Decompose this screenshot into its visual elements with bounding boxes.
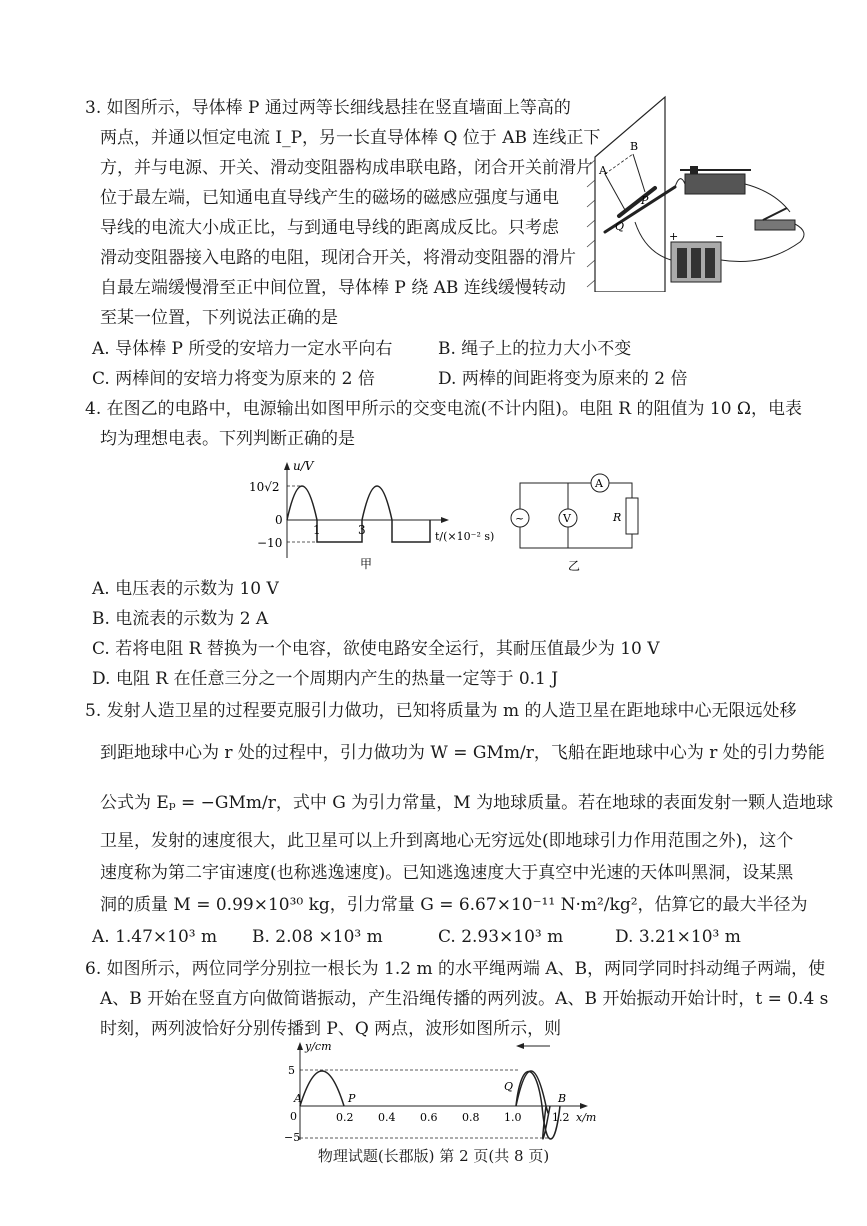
q3-figure (575, 92, 815, 292)
resistor-icon (626, 498, 638, 534)
resistor-label: R (613, 511, 622, 524)
q5-line-4: 卫星，发射的速度很大，此卫星可以上升到离地心无穷远处(即地球引力作用范围之外)，这个 (100, 831, 794, 851)
x-tick-0.6: 0.6 (420, 1111, 438, 1124)
q5-line-1: 5. 发射人造卫星的过程要克服引力做功，已知将质量为 m 的人造卫星在距地球中心无限远处移 (85, 701, 797, 721)
page-footer: 物理试题(长郡版) 第 2 页(共 8 页) (317, 1147, 550, 1165)
thread-a (605, 174, 625, 210)
x-axis-label: x/m (576, 1111, 597, 1124)
q3-line-2: 两点，并通以恒定电流 I_P，另一长直导体棒 Q 位于 AB 连线正下 (100, 128, 601, 148)
q6-wave-graph (280, 1040, 610, 1145)
x-tick-1: 1 (313, 523, 321, 537)
y-axis-label: y/cm (305, 1040, 332, 1053)
switch-icon (755, 220, 795, 230)
x-tick-1.0: 1.0 (504, 1111, 522, 1124)
label-b: B (630, 140, 639, 153)
yneg5-label: −5 (284, 1131, 301, 1144)
q3-option-d: D. 两棒的间距将变为原来的 2 倍 (438, 369, 688, 389)
q3-line-7: 自最左端缓慢滑至正中间位置，导体棒 P 绕 AB 连线缓慢转动 (100, 278, 566, 298)
q3-line-4: 位于最左端，已知通电直导线产生的磁场的磁感应强度与通电 (100, 188, 559, 208)
q4-option-d: D. 电阻 R 在任意三分之一个周期内产生的热量一定等于 0.1 J (92, 669, 559, 689)
q5-option-a: A. 1.47×10³ m (92, 927, 218, 947)
u-axis-label: u/V (293, 459, 314, 473)
x-tick-0.4: 0.4 (378, 1111, 396, 1124)
neg-step-2 (392, 520, 430, 542)
pulse-1 (287, 486, 317, 520)
q5-line-2: 到距地球中心为 r 处的过程中，引力做功为 W = GMm/r，飞船在距地球中心为 r 处的引力势能 (100, 743, 825, 763)
y-zero-label: 0 (275, 513, 283, 527)
rheostat-icon (685, 174, 745, 194)
ammeter-label: A (595, 477, 603, 490)
x-tick-0.2: 0.2 (336, 1111, 354, 1124)
q4-circuit-yi (505, 468, 645, 578)
label-minus: − (715, 230, 725, 243)
point-a-label: A (294, 1092, 302, 1105)
wall-shape (595, 97, 665, 292)
q3-line-6: 滑动变阻器接入电路的电阻，现闭合开关，将滑动变阻器的滑片 (100, 248, 576, 268)
q5-line-6: 洞的质量 M = 0.99×10³⁰ kg，引力常量 G = 6.67×10⁻¹¹ N·m²/kg²，估算它的最大半径为 (100, 895, 808, 915)
q5-line-3: 公式为 Eₚ = −GMm/r，式中 G 为引力常量，M 为地球质量。若在地球的表面发射一颗人造地球 (100, 793, 834, 813)
point-q-label: Q (504, 1080, 514, 1093)
source-symbol: ~ (515, 512, 525, 525)
label-p: P (641, 194, 649, 207)
q3-option-b: B. 绳子上的拉力大小不变 (438, 339, 632, 359)
q3-line-1: 3. 如图所示，导体棒 P 通过两等长细线悬挂在竖直墙面上等高的 (85, 98, 571, 118)
thread-b (633, 154, 645, 192)
q3-line-8: 至某一位置，下列说法正确的是 (100, 308, 338, 328)
x-tick-1.2: 1.2 (552, 1111, 570, 1124)
q5-line-5: 速度称为第二宇宙速度(也称逃逸速度)。已知逃逸速度大于真空中光速的天体叫黑洞，设某黑 (100, 863, 794, 883)
y-bottom-label: −10 (257, 536, 283, 550)
q6-line-2: A、B 开始在竖直方向做简谐振动，产生沿绳传播的两列波。A、B 开始振动开始计时，t = 0.4 s (100, 989, 829, 1009)
q6-line-1: 6. 如图所示，两位同学分别拉一根长为 1.2 m 的水平绳两端 A、B，两同学同时抖动绳子两端，使 (85, 959, 826, 979)
wave-a (300, 1071, 344, 1106)
voltmeter-label: V (563, 512, 571, 525)
caption-jia: 甲 (360, 557, 373, 571)
q3-line-3: 方，并与电源、开关、滑动变阻器构成串联电路，闭合开关前滑片 (100, 158, 593, 178)
t-axis-label: t/(×10⁻² s) (435, 530, 495, 543)
q4-option-c: C. 若将电阻 R 替换为一个电容，欲使电路安全运行，其耐压值最少为 10 V (92, 639, 660, 659)
neg-step-1 (317, 520, 362, 542)
line-ab (605, 154, 633, 174)
x-tick-3: 3 (358, 523, 366, 537)
y-top-label: 10√2 (249, 480, 280, 494)
x-tick-0.8: 0.8 (462, 1111, 480, 1124)
y5-label: 5 (288, 1064, 295, 1077)
q4-option-b: B. 电流表的示数为 2 A (92, 609, 269, 629)
pulse-2 (362, 486, 392, 520)
y0-label: 0 (290, 1110, 297, 1123)
q4-line-2: 均为理想电表。下列判断正确的是 (100, 429, 355, 449)
caption-yi: 乙 (568, 559, 581, 573)
q4-graph-jia (245, 458, 505, 573)
q5-option-b: B. 2.08 ×10³ m (252, 927, 383, 947)
label-a: A (599, 164, 607, 177)
q4-line-1: 4. 在图乙的电路中，电源输出如图甲所示的交变电流(不计内阻)。电阻 R 的阻值为 10 Ω，电表 (85, 399, 803, 419)
q3-line-5: 导线的电流大小成正比，与到通电导线的距离成反比。只考虑 (100, 218, 559, 238)
label-plus: + (669, 230, 679, 243)
q5-option-d: D. 3.21×10³ m (615, 927, 741, 947)
q6-line-3: 时刻，两列波恰好分别传播到 P、Q 两点，波形如图所示，则 (100, 1019, 562, 1039)
point-p-label: P (348, 1092, 356, 1105)
label-q: Q (615, 220, 625, 233)
point-b-label: B (558, 1092, 567, 1105)
q5-option-c: C. 2.93×10³ m (438, 927, 564, 947)
q3-option-c: C. 两棒间的安培力将变为原来的 2 倍 (92, 369, 375, 389)
q3-option-a: A. 导体棒 P 所受的安培力一定水平向右 (92, 339, 393, 359)
q4-option-a: A. 电压表的示数为 10 V (92, 579, 279, 599)
